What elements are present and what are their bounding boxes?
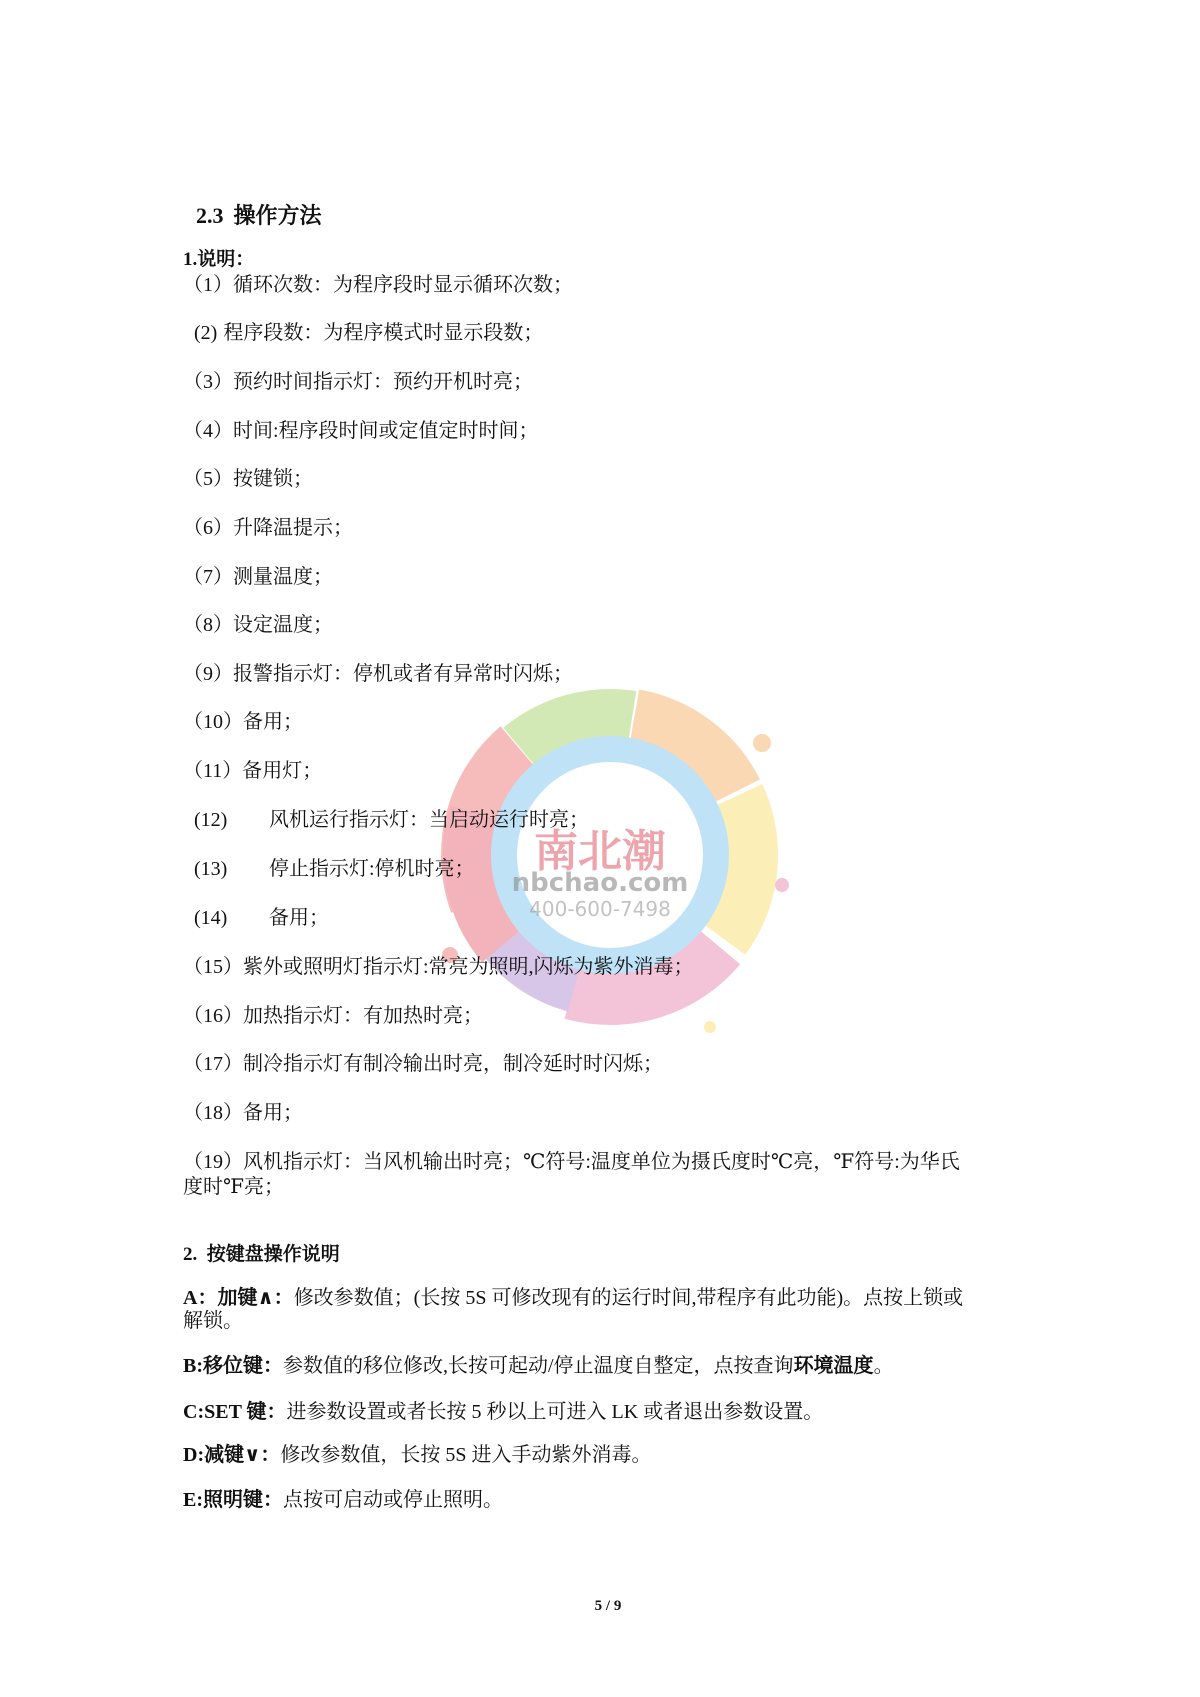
item-text: 备用； (243, 711, 303, 733)
item-number: (13) (194, 858, 228, 880)
item-text: 停止指示灯:停机时亮； (269, 858, 475, 880)
item-text: 紫外或照明灯指示灯:常亮为照明,闪烁为紫外消毒； (243, 956, 694, 978)
item-number: （6） (183, 517, 233, 539)
desc-item-15 (183, 955, 694, 979)
watermark-splash (775, 878, 789, 892)
item-text: 测量温度； (233, 566, 333, 588)
item-number: （19） (183, 1151, 243, 1173)
item-text: 报警指示灯：停机或者有异常时闪烁； (233, 663, 573, 685)
key-d (183, 1443, 651, 1467)
desc-item-2 (194, 321, 543, 345)
description-heading: 1.说明： (183, 249, 255, 270)
desc-item-8 (183, 613, 333, 637)
key-text-tail: 。 (873, 1355, 894, 1377)
desc-item-1 (183, 273, 573, 297)
keypad-heading: 2. 按键盘操作说明 (183, 1244, 340, 1265)
key-text: 修改参数值，长按 5S 进入手动紫外消毒。 (280, 1444, 652, 1466)
item-number: （17） (183, 1053, 243, 1075)
item-text: 时间:程序段时间或定值定时时间； (233, 420, 539, 442)
desc-item-17 (183, 1052, 663, 1076)
item-number: （18） (183, 1102, 243, 1124)
desc-item-10 (183, 710, 303, 734)
key-label: B:移位键： (183, 1355, 283, 1377)
key-emphasis: 环境温度 (793, 1355, 874, 1377)
watermark-splash (704, 1021, 716, 1033)
item-number: (12) (194, 809, 228, 831)
item-text: 备用灯； (242, 760, 323, 782)
desc-item-9 (183, 662, 573, 686)
item-text: 循环次数：为程序段时显示循环次数； (233, 274, 573, 296)
section-title (196, 203, 322, 229)
desc-item-14 (194, 906, 329, 930)
item-number: （15） (183, 956, 243, 978)
item-number: （9） (183, 663, 233, 685)
desc-item-19-continued (183, 1175, 284, 1199)
desc-item-16 (183, 1004, 483, 1028)
item-text: 风机运行指示灯：当启动运行时亮； (269, 809, 589, 831)
desc-item-7 (183, 565, 333, 589)
item-text: 风机指示灯：当风机输出时亮；℃符号:温度单位为摄氏度时℃亮，℉符号:为华氏 (243, 1151, 960, 1173)
section-title-text: 操作方法 (233, 203, 322, 228)
item-number: (2) (194, 322, 218, 344)
item-text: 按键锁； (233, 468, 313, 490)
desc-item-13 (194, 857, 475, 881)
key-text: 点按可启动或停止照明。 (283, 1489, 503, 1511)
item-number: （7） (183, 566, 233, 588)
item-number: （3） (183, 371, 233, 393)
key-a-continued (183, 1309, 243, 1333)
item-number: （1） (183, 274, 233, 296)
desc-item-3 (183, 370, 533, 394)
section-number: 2.3 (196, 203, 224, 228)
item-number: （10） (183, 711, 243, 733)
item-number: (14) (194, 907, 228, 929)
item-text: 制冷指示灯有制冷输出时亮，制冷延时时闪烁； (243, 1053, 663, 1075)
item-number: （16） (183, 1005, 243, 1027)
key-text: 参数值的移位修改,长按可起动/停止温度自整定，点按查询 (283, 1355, 794, 1377)
item-number: （4） (183, 420, 233, 442)
key-e (183, 1488, 503, 1512)
desc-item-5 (183, 467, 313, 491)
desc-item-12 (194, 808, 589, 832)
page-number: 5 / 9 (594, 1598, 622, 1614)
desc-item-4 (183, 419, 539, 443)
desc-item-18 (183, 1101, 303, 1125)
key-text: 修改参数值；(长按 5S 可修改现有的运行时间,带程序有此功能)。点按上锁或 (293, 1287, 964, 1309)
key-label: C:SET 键： (183, 1401, 287, 1423)
item-number: （5） (183, 468, 233, 490)
desc-item-6 (183, 516, 353, 540)
key-text: 进参数设置或者长按 5 秒以上可进入 LK 或者退出参数设置。 (286, 1401, 824, 1423)
watermark-logo (410, 655, 810, 1055)
watermark-site: nbchao.com (511, 868, 689, 898)
desc-item-11 (183, 759, 322, 783)
item-number: （11） (183, 760, 243, 782)
item-text-continued: 度时℉亮； (183, 1176, 284, 1198)
key-label: A：加键∧： (183, 1287, 294, 1309)
item-text: 备用； (269, 907, 329, 929)
key-label: D:减键∨： (183, 1444, 281, 1466)
desc-item-19 (183, 1150, 960, 1174)
item-number: （8） (183, 614, 233, 636)
item-text: 设定温度； (233, 614, 333, 636)
key-b (183, 1354, 894, 1378)
item-text: 预约时间指示灯：预约开机时亮； (233, 371, 533, 393)
key-c (183, 1400, 823, 1424)
watermark-brand: 南北潮 (534, 826, 666, 877)
item-text: 加热指示灯：有加热时亮； (243, 1005, 483, 1027)
watermark-phone: 400-600-7498 (529, 897, 671, 921)
key-a (183, 1286, 963, 1310)
item-text: 升降温提示； (233, 517, 353, 539)
watermark-splash (753, 734, 771, 752)
key-text-continued: 解锁。 (183, 1310, 243, 1332)
key-label: E:照明键： (183, 1489, 283, 1511)
item-text: 备用； (243, 1102, 303, 1124)
item-text: 程序段数：为程序模式时显示段数； (223, 322, 544, 344)
